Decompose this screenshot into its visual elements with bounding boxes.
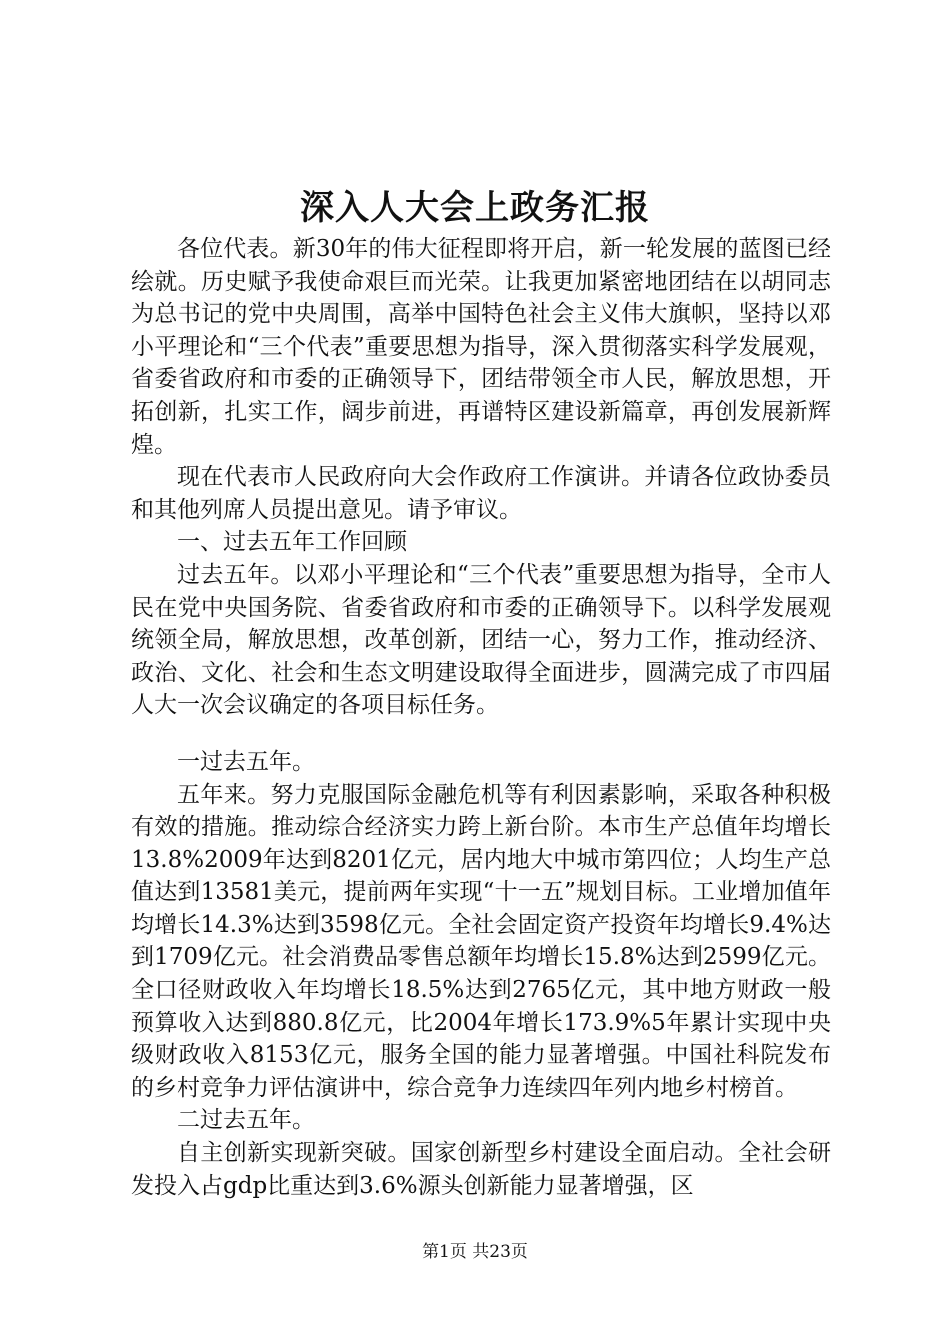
document-title: 深入人大会上政务汇报: [300, 188, 650, 228]
page-number: 第1页 共23页: [422, 1242, 528, 1262]
section-heading-review: 一、过去五年工作回顾: [177, 529, 407, 556]
paragraph-spacer: [131, 722, 831, 746]
subheading-one: 一过去五年。: [177, 748, 315, 775]
paragraph-economy: 五年来。努力克服国际金融危机等有利因素影响，采取各种积极有效的措施。推动综合经济实力跨上新台阶。本市生产总值年均增长13.8%2009年达到8201亿元，居内地大中城市第四位；人均生产总值达到13581美元，提前两年实现“十一五”规划目标。工业增加值年均增长14.3%达到3598亿元。全社会固定资产投资年均增长9.4%达到1709亿元。社会消费品零售总额年均增长15.8%达到2599亿元。全口径财政收入年均增长18.5%达到2765亿元，其中地方财政一般预算收入达到880.8亿元，比2004年增长173.9%5年累计实现中央级财政收入8153亿元，服务全国的能力显著增强。中国社科院发布的乡村竞争力评估演讲中，综合竞争力连续四年列内地乡村榜首。: [131, 781, 831, 1101]
paragraph-opening: 各位代表。新30年的伟大征程即将开启，新一轮发展的蓝图已经绘就。历史赋予我使命艰巨而光荣。让我更加紧密地团结在以胡同志为总书记的党中央周围，高举中国特色社会主义伟大旗帜，坚持以邓小平理论和“三个代表”重要思想为指导，深入贯彻落实科学发展观，省委省政府和市委的正确领导下，团结带领全市人民，解放思想，开拓创新，扎实工作，阔步前进，再谱特区建设新篇章，再创发展新辉煌。: [131, 236, 831, 458]
paragraph-report-intro: 现在代表市人民政府向大会作政府工作演讲。并请各位政协委员和其他列席人员提出意见。请予审议。: [131, 464, 831, 523]
paragraph-innovation: 自主创新实现新突破。国家创新型乡村建设全面启动。全社会研发投入占gdp比重达到3.6%源头创新能力显著增强，区: [131, 1140, 831, 1199]
subheading-two: 二过去五年。: [177, 1107, 315, 1134]
paragraph-review-summary: 过去五年。以邓小平理论和“三个代表”重要思想为指导，全市人民在党中央国务院、省委省政府和市委的正确领导下。以科学发展观统领全局，解放思想，改革创新，团结一心，努力工作，推动经济、政治、文化、社会和生态文明建设取得全面进步，圆满完成了市四届人大一次会议确定的各项目标任务。: [131, 561, 831, 719]
document-body: [131, 233, 831, 1202]
